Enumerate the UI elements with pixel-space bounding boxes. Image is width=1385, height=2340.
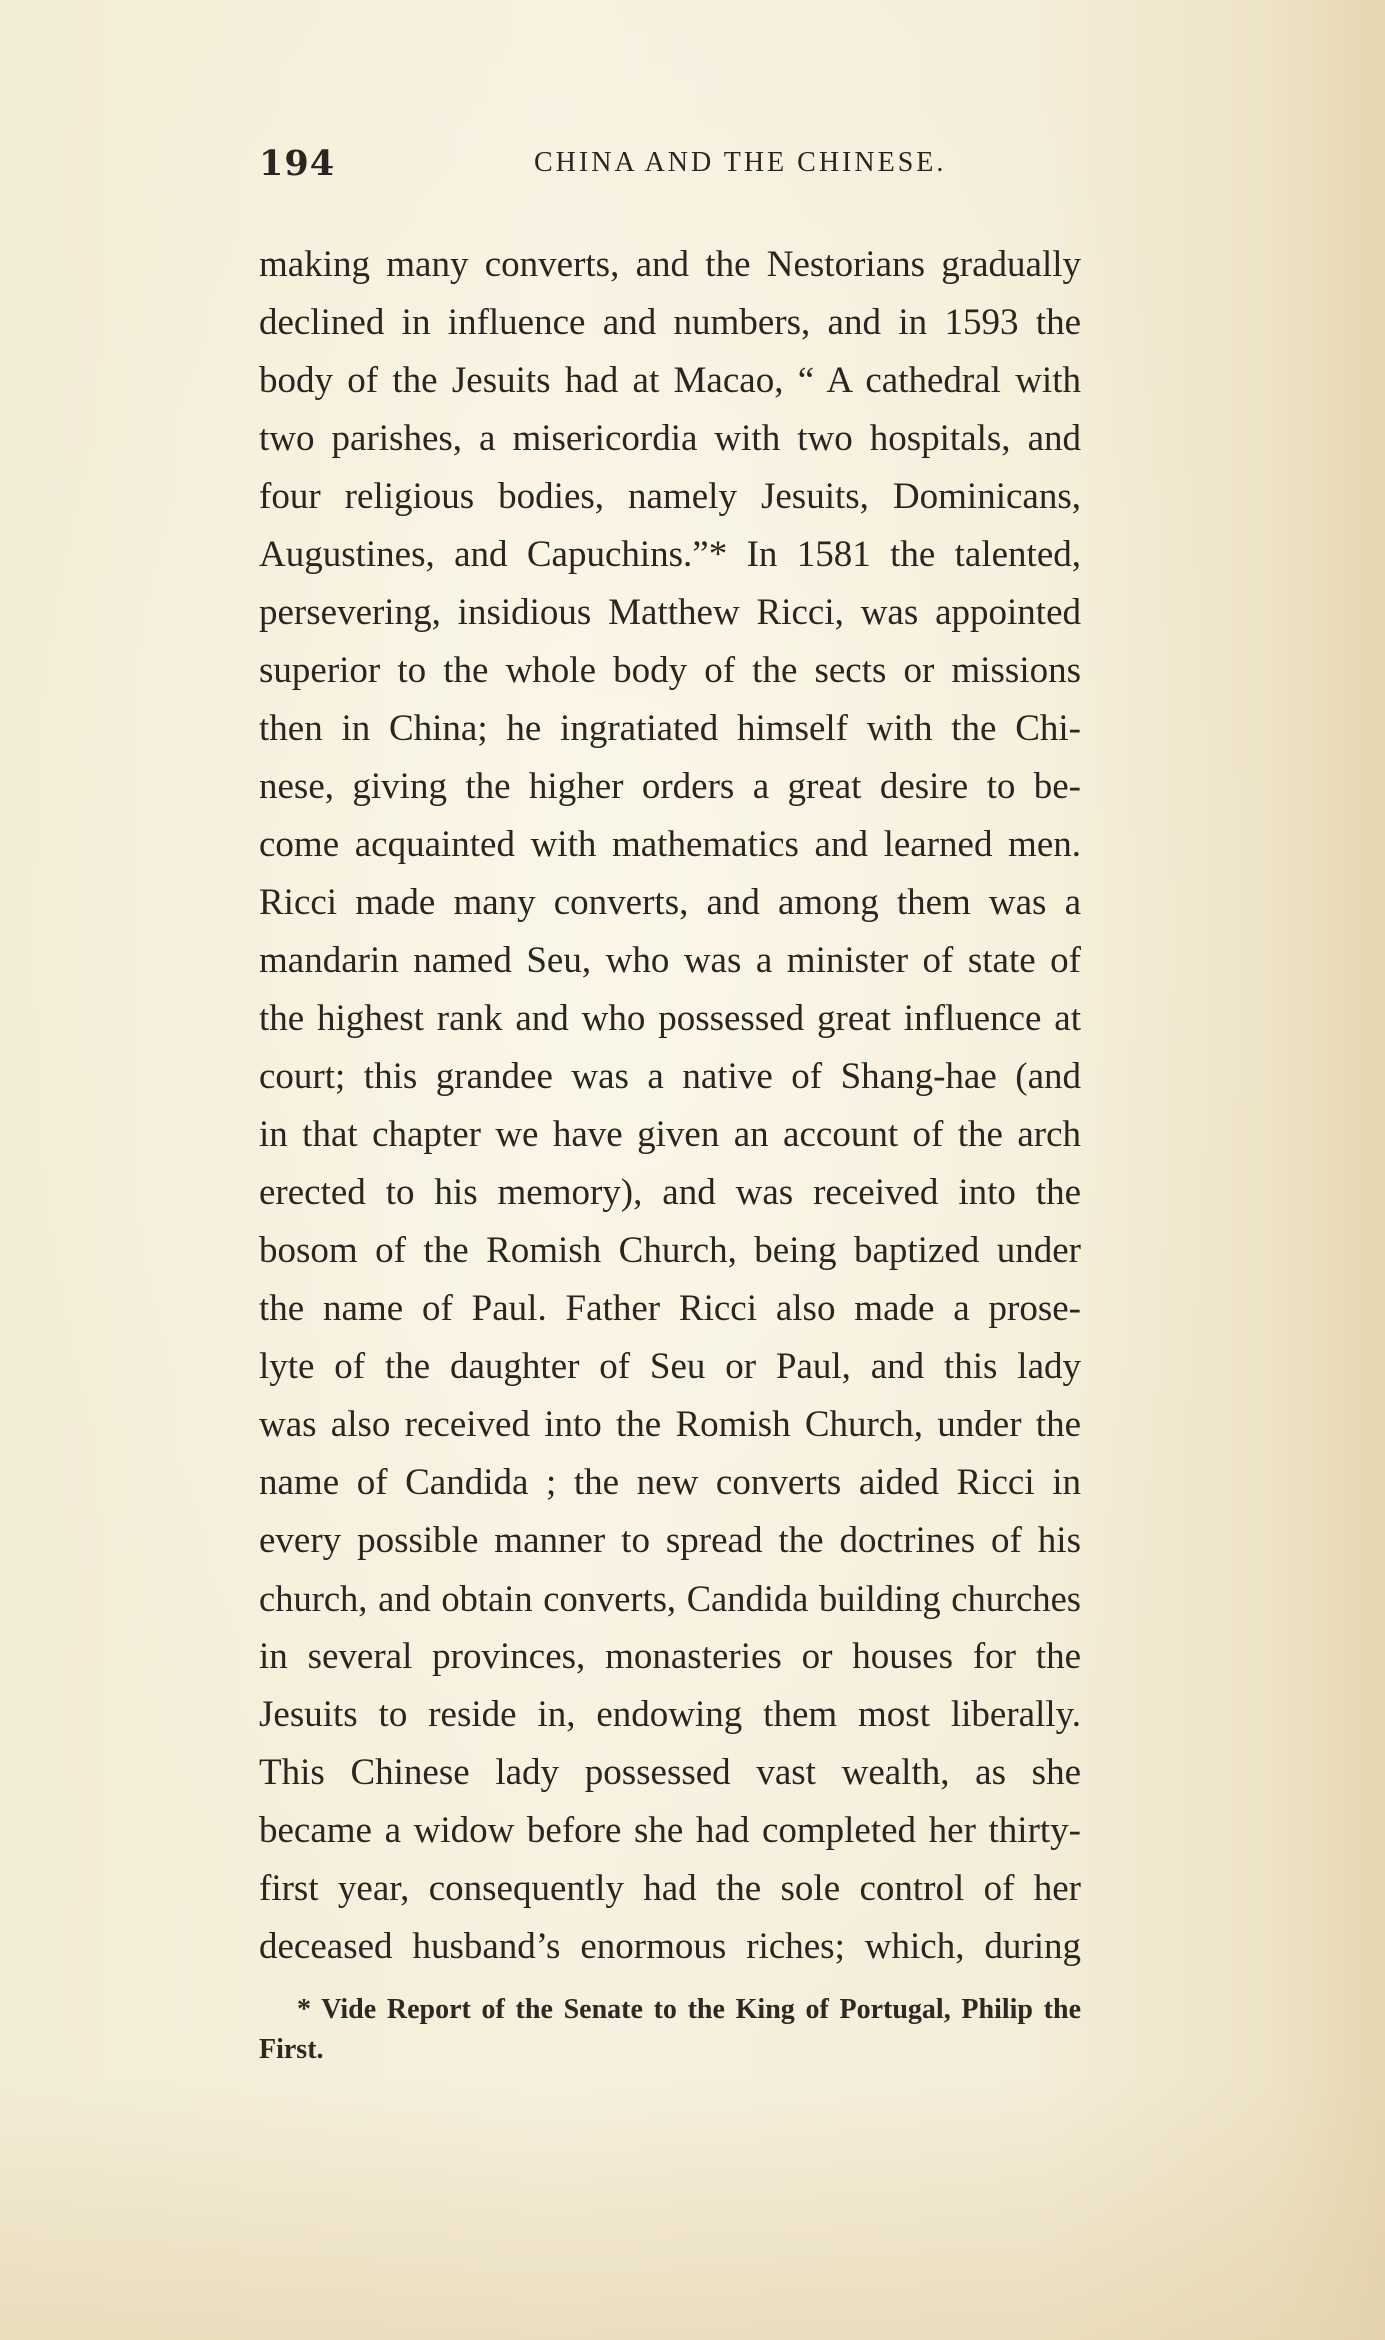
text-line: first year, consequently had the sole control of her <box>259 1868 1081 1909</box>
text-line: two parishes, a misericordia with two hospitals, and <box>259 418 1081 459</box>
text-line: come acquainted with mathematics and learned men. <box>259 824 1081 865</box>
text-line: court; this grandee was a native of Shang-hae (and <box>259 1056 1081 1097</box>
text-line: erected to his memory), and was received into the <box>259 1172 1081 1213</box>
footnote <box>259 1990 1081 2070</box>
text-line: superior to the whole body of the sects or missions <box>259 650 1081 691</box>
text-line: This Chinese lady possessed vast wealth, as she <box>259 1752 1081 1793</box>
footnote-line: First. <box>259 2034 324 2065</box>
text-line: nese, giving the higher orders a great desire to be- <box>259 766 1081 807</box>
text-line: was also received into the Romish Church, under the <box>259 1404 1081 1445</box>
text-line: name of Candida ; the new converts aided Ricci in <box>259 1462 1081 1503</box>
text-line: became a widow before she had completed her thirty- <box>259 1810 1081 1851</box>
text-line: mandarin named Seu, who was a minister of state of <box>259 940 1081 981</box>
text-line: lyte of the daughter of Seu or Paul, and this lady <box>259 1346 1081 1387</box>
text-line: bosom of the Romish Church, being baptized under <box>259 1230 1081 1271</box>
body-text <box>259 236 1081 1976</box>
text-line: the name of Paul. Father Ricci also made a prose- <box>259 1288 1081 1329</box>
running-head <box>259 143 1081 187</box>
text-line: four religious bodies, namely Jesuits, Dominicans, <box>259 476 1081 517</box>
text-line: in that chapter we have given an account of the arch <box>259 1114 1081 1155</box>
text-line: body of the Jesuits had at Macao, “ A cathedral with <box>259 360 1081 401</box>
page-number: 194 <box>259 143 336 184</box>
text-line: deceased husband’s enormous riches; which, during <box>259 1926 1081 1967</box>
text-line: Ricci made many converts, and among them was a <box>259 882 1081 923</box>
text-line: the highest rank and who possessed great influence at <box>259 998 1081 1039</box>
text-line: making many converts, and the Nestorians gradually <box>259 244 1081 285</box>
text-line: church, and obtain converts, Candida building churches <box>259 1578 1081 1619</box>
text-line: every possible manner to spread the doctrines of his <box>259 1520 1081 1561</box>
running-head-title: CHINA AND THE CHINESE. <box>534 147 947 178</box>
text-line: in several provinces, monasteries or houses for the <box>259 1636 1081 1677</box>
text-line: Jesuits to reside in, endowing them most liberally. <box>259 1694 1081 1735</box>
text-line: persevering, insidious Matthew Ricci, was appointed <box>259 592 1081 633</box>
text-line: declined in influence and numbers, and in 1593 the <box>259 302 1081 343</box>
footnote-line: * Vide Report of the Senate to the King of Portugal, Philip the <box>297 1994 1081 2025</box>
text-line: Augustines, and Capuchins.”* In 1581 the talented, <box>259 534 1081 575</box>
text-line: then in China; he ingratiated himself with the Chi- <box>259 708 1081 749</box>
